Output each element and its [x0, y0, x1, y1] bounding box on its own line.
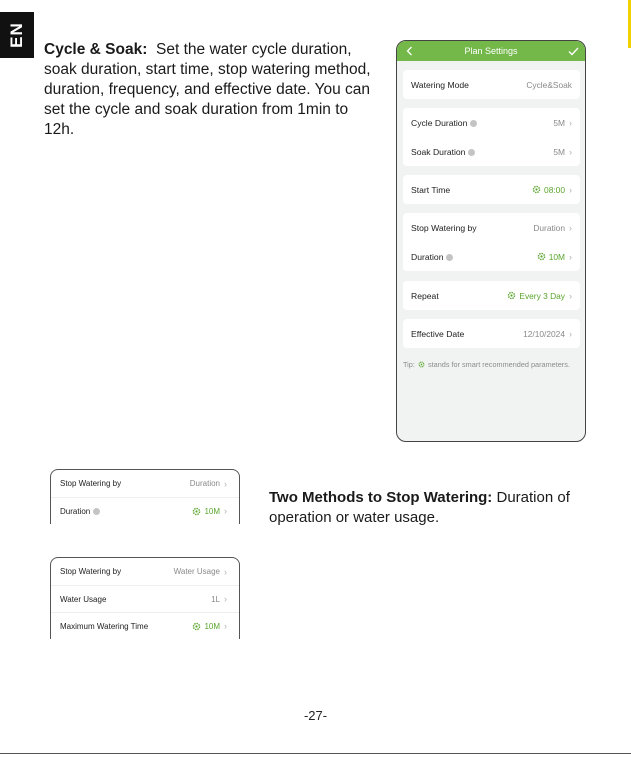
repeat-value: Every 3 Day: [519, 290, 565, 301]
smart-gear-icon: [537, 252, 546, 261]
smart-gear-icon: [532, 185, 541, 194]
stop-watering-by-row[interactable]: [51, 470, 239, 497]
info-icon[interactable]: [468, 149, 475, 156]
repeat-label: Repeat: [411, 290, 439, 301]
cycle-duration-value: 5M: [553, 117, 565, 128]
duration-value: 10M: [548, 251, 565, 262]
info-icon[interactable]: [93, 508, 100, 515]
water-usage-label: Water Usage: [60, 594, 107, 604]
tip-prefix: Tip:: [403, 360, 415, 369]
chevron-right-icon: ›: [569, 251, 572, 262]
effective-date-value: 12/10/2024: [523, 328, 565, 339]
cycle-duration-row[interactable]: [403, 108, 580, 137]
effective-date-label: Effective Date: [411, 328, 465, 339]
language-tab: [0, 12, 34, 58]
cycle-duration-label: Cycle Duration: [411, 117, 468, 128]
info-icon[interactable]: [470, 120, 477, 127]
stop-by-duration-card: [50, 469, 240, 524]
water-usage-row[interactable]: [51, 585, 239, 612]
chevron-right-icon: ›: [569, 184, 572, 195]
stop-watering-by-value: Water Usage: [173, 567, 220, 576]
smart-gear-icon: [192, 507, 201, 516]
info-icon[interactable]: [446, 254, 453, 261]
start-time-row[interactable]: [403, 175, 580, 204]
plan-settings-title: Plan Settings: [464, 46, 518, 56]
stop-by-water-usage-card: [50, 557, 240, 639]
start-time-card: [403, 175, 580, 204]
watering-mode-row[interactable]: [403, 70, 580, 99]
smart-gear-icon: [192, 622, 201, 631]
stop-watering-by-label: Stop Watering by: [60, 567, 122, 576]
back-chevron-icon[interactable]: [403, 46, 415, 56]
stop-watering-card: [403, 213, 580, 271]
intro-heading: Cycle & Soak:: [44, 41, 148, 58]
language-label: EN: [7, 22, 26, 48]
plan-settings-header: [397, 41, 585, 61]
stop-watering-by-row[interactable]: [51, 558, 239, 585]
soak-duration-label: Soak Duration: [411, 146, 466, 157]
duration-label: Duration: [60, 506, 91, 516]
phone-screenshot: [396, 40, 586, 442]
tip-text: stands for smart recommended parameters.: [427, 360, 570, 369]
chevron-right-icon: ›: [224, 621, 227, 631]
confirm-check-icon[interactable]: [567, 47, 579, 56]
cycle-soak-card: [403, 108, 580, 166]
stop-watering-by-value: Duration: [533, 222, 565, 233]
chevron-right-icon: ›: [224, 566, 227, 577]
repeat-card: [403, 281, 580, 310]
start-time-value: 08:00: [544, 184, 565, 195]
smart-gear-icon: [507, 291, 516, 300]
intro-body: Set the water cycle duration, soak duration, start time, stop watering method, duration, frequency, and effective date. You can set the cycle and soak duration from 1min to 12h.: [44, 41, 371, 138]
chevron-right-icon: ›: [569, 328, 572, 339]
chevron-right-icon: ›: [224, 506, 227, 516]
effective-date-card: [403, 319, 580, 348]
effective-date-row[interactable]: [403, 319, 580, 348]
smart-tip: [403, 359, 573, 370]
stop-watering-by-label: Stop Watering by: [60, 479, 122, 488]
watering-mode-value: Cycle&Soak: [526, 79, 572, 90]
chevron-right-icon: ›: [224, 594, 227, 604]
start-time-label: Start Time: [411, 184, 451, 195]
stop-watering-by-row[interactable]: [403, 213, 580, 242]
intro-paragraph: [44, 40, 374, 140]
smart-gear-icon: [418, 361, 425, 368]
duration-value: 10M: [204, 506, 220, 516]
methods-body: Duration of operation or water usage.: [269, 489, 570, 526]
watering-mode-label: Watering Mode: [411, 79, 469, 90]
max-watering-time-label: Maximum Watering Time: [60, 621, 149, 631]
duration-label: Duration: [411, 251, 444, 262]
max-watering-time-value: 10M: [204, 621, 220, 631]
stop-watering-by-label: Stop Watering by: [411, 222, 477, 233]
page-number: -27-: [303, 708, 328, 723]
repeat-row[interactable]: [403, 281, 580, 310]
chevron-right-icon: ›: [569, 146, 572, 157]
stop-watering-by-value: Duration: [189, 479, 220, 488]
methods-heading: Two Methods to Stop Watering:: [269, 489, 493, 506]
bottom-rule: [0, 753, 631, 754]
duration-row[interactable]: [403, 242, 580, 271]
max-watering-time-row[interactable]: [51, 612, 239, 639]
chevron-right-icon: ›: [569, 117, 572, 128]
watering-mode-card: [403, 70, 580, 99]
methods-paragraph: [269, 488, 599, 528]
chevron-right-icon: ›: [569, 290, 572, 301]
chevron-right-icon: ›: [224, 478, 227, 489]
chevron-right-icon: ›: [569, 222, 572, 233]
duration-row[interactable]: [51, 497, 239, 524]
soak-duration-row[interactable]: [403, 137, 580, 166]
water-usage-value: 1L: [211, 594, 220, 604]
soak-duration-value: 5M: [553, 146, 565, 157]
